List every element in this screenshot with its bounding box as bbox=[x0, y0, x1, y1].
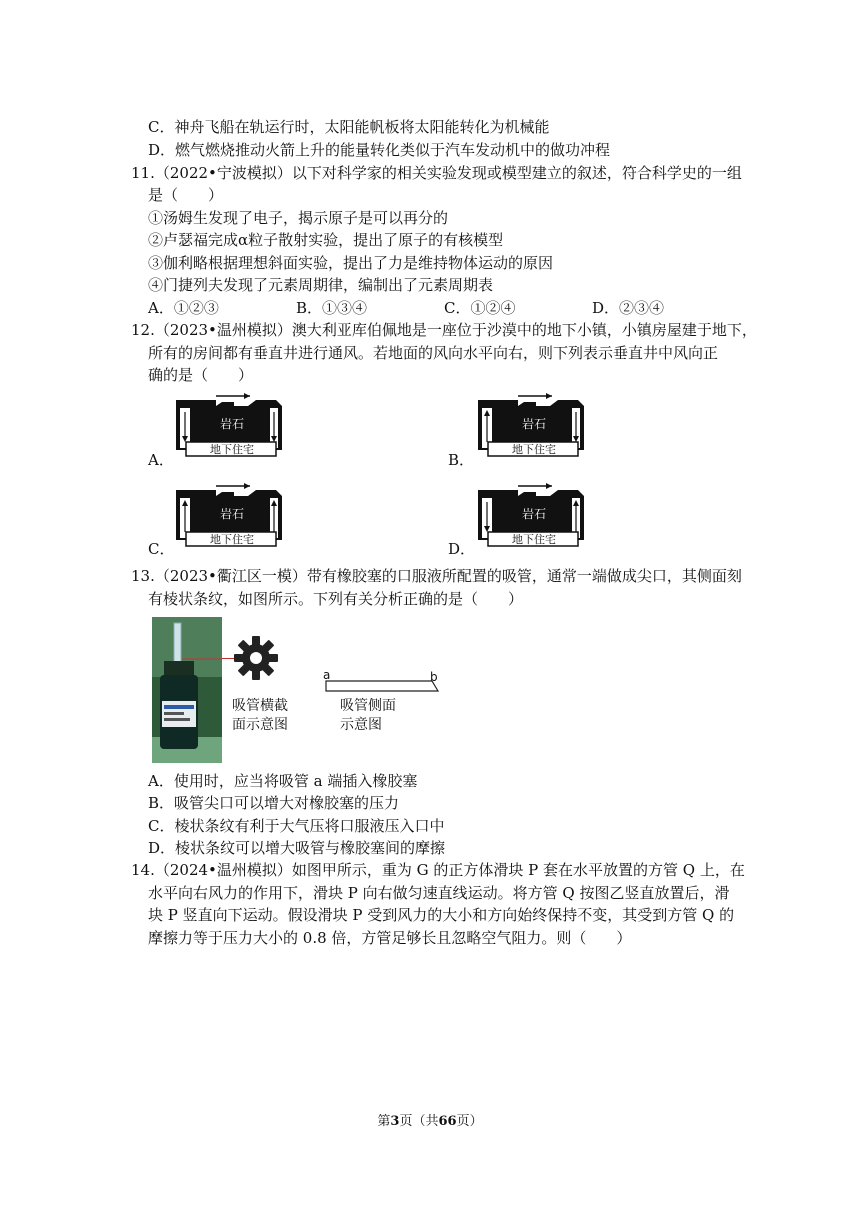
q10-option-d: D．燃气燃烧推动火箭上升的能量转化类似于汽车发动机中的做功冲程 bbox=[148, 141, 611, 159]
q14-stem-line4: 摩擦力等于压力大小的 0.8 倍，方管足够长且忽略空气阻力。则（ ） bbox=[148, 929, 632, 947]
rock-label: 岩石 bbox=[219, 417, 245, 431]
q11-option-a: A．①②③ bbox=[148, 299, 219, 317]
footer-middle: 页（共 bbox=[399, 1114, 439, 1129]
house-label: 地下住宅 bbox=[512, 533, 556, 546]
rock-label: 岩石 bbox=[219, 507, 245, 521]
footer-suffix: 页） bbox=[456, 1114, 483, 1129]
q13-option-d: D．棱状条纹可以增大吸管与橡胶塞间的摩擦 bbox=[148, 839, 446, 857]
cross-section-caption-2: 面示意图 bbox=[232, 717, 288, 733]
q14-stem-line3: 块 P 竖直向下运动。假设滑块 P 受到风力的大小和方向始终保持不变，其受到方管 Q 的 bbox=[148, 906, 735, 924]
q10-option-c: C．神舟飞船在轨运行时，太阳能帆板将太阳能转化为机械能 bbox=[148, 118, 550, 136]
q11-item-2: ②卢瑟福完成α粒子散射实验，提出了原子的有核模型 bbox=[148, 231, 504, 249]
q11-item-3: ③伽利略根据理想斜面实验，提出了力是维持物体运动的原因 bbox=[148, 254, 554, 272]
footer-page-number: 3 bbox=[390, 1114, 400, 1129]
q13-bottle-photo bbox=[152, 617, 222, 763]
q12-figure-d bbox=[474, 482, 596, 554]
straw-end-a-label: a bbox=[323, 668, 331, 682]
straw-end-b-label: b bbox=[430, 670, 438, 684]
q12-stem-line3: 确的是（ ） bbox=[148, 366, 254, 384]
q11-option-b: B．①③④ bbox=[296, 299, 368, 317]
q12-option-d-label: D． bbox=[448, 540, 476, 558]
q13-stem-line2: 有棱状条纹，如图所示。下列有关分析正确的是（ ） bbox=[148, 590, 524, 608]
q12-figure-a bbox=[172, 392, 294, 464]
side-view-caption-1: 吸管侧面 bbox=[340, 698, 396, 714]
page-footer bbox=[0, 1110, 860, 1129]
q12-figure-b bbox=[474, 392, 596, 464]
q13-option-a: A．使用时，应当将吸管 a 端插入橡胶塞 bbox=[148, 772, 418, 790]
q11-option-c: C．①②④ bbox=[444, 299, 516, 317]
rock-label: 岩石 bbox=[521, 507, 547, 521]
house-label: 地下住宅 bbox=[512, 443, 556, 456]
q13-stem-line1: 13.（2023•衢江区一模）带有橡胶塞的口服液所配置的吸管，通常一端做成尖口，其侧面刻 bbox=[131, 567, 742, 585]
q12-stem-line2: 所有的房间都有垂直井进行通风。若地面的风向水平向右，则下列表示垂直井中风向正 bbox=[148, 344, 719, 362]
straw-cross-section-icon bbox=[233, 635, 279, 681]
q11-stem-line2: 是（ ） bbox=[148, 186, 224, 204]
q12-option-b-label: B． bbox=[448, 451, 475, 469]
q14-stem-line1: 14.（2024•温州模拟）如图甲所示，重为 G 的正方体滑块 P 套在水平放置的方管 Q 上，在 bbox=[131, 861, 745, 879]
rock-label: 岩石 bbox=[521, 417, 547, 431]
q12-figure-c bbox=[172, 482, 294, 554]
house-label: 地下住宅 bbox=[210, 443, 254, 456]
cross-section-caption-1: 吸管横截 bbox=[232, 698, 288, 714]
q11-item-1: ①汤姆生发现了电子，揭示原子是可以再分的 bbox=[148, 209, 449, 227]
q11-item-4: ④门捷列夫发现了元素周期律，编制出了元素周期表 bbox=[148, 276, 494, 294]
q12-stem-line1: 12.（2023•温州模拟）澳大利亚库伯佩地是一座位于沙漠中的地下小镇，小镇房屋建于地下， bbox=[131, 321, 757, 339]
footer-prefix: 第 bbox=[377, 1114, 391, 1129]
q12-option-c-label: C． bbox=[148, 540, 175, 558]
q12-option-a-label: A． bbox=[148, 451, 174, 469]
side-view-caption-2: 示意图 bbox=[340, 717, 382, 733]
q14-stem-line2: 水平向右风力的作用下，滑块 P 向右做匀速直线运动。将方管 Q 按图乙竖直放置后，滑 bbox=[148, 884, 730, 902]
q11-stem-line1: 11.（2022•宁波模拟）以下对科学家的相关实验发现或模型建立的叙述，符合科学史的一组 bbox=[131, 164, 742, 182]
q11-option-d: D．②③④ bbox=[592, 299, 665, 317]
footer-total-pages: 66 bbox=[438, 1114, 457, 1129]
q13-option-c: C．棱状条纹有利于大气压将口服液压入口中 bbox=[148, 817, 445, 835]
straw-side-view bbox=[322, 678, 442, 694]
q13-option-b: B．吸管尖口可以增大对橡胶塞的压力 bbox=[148, 794, 400, 812]
house-label: 地下住宅 bbox=[210, 533, 254, 546]
